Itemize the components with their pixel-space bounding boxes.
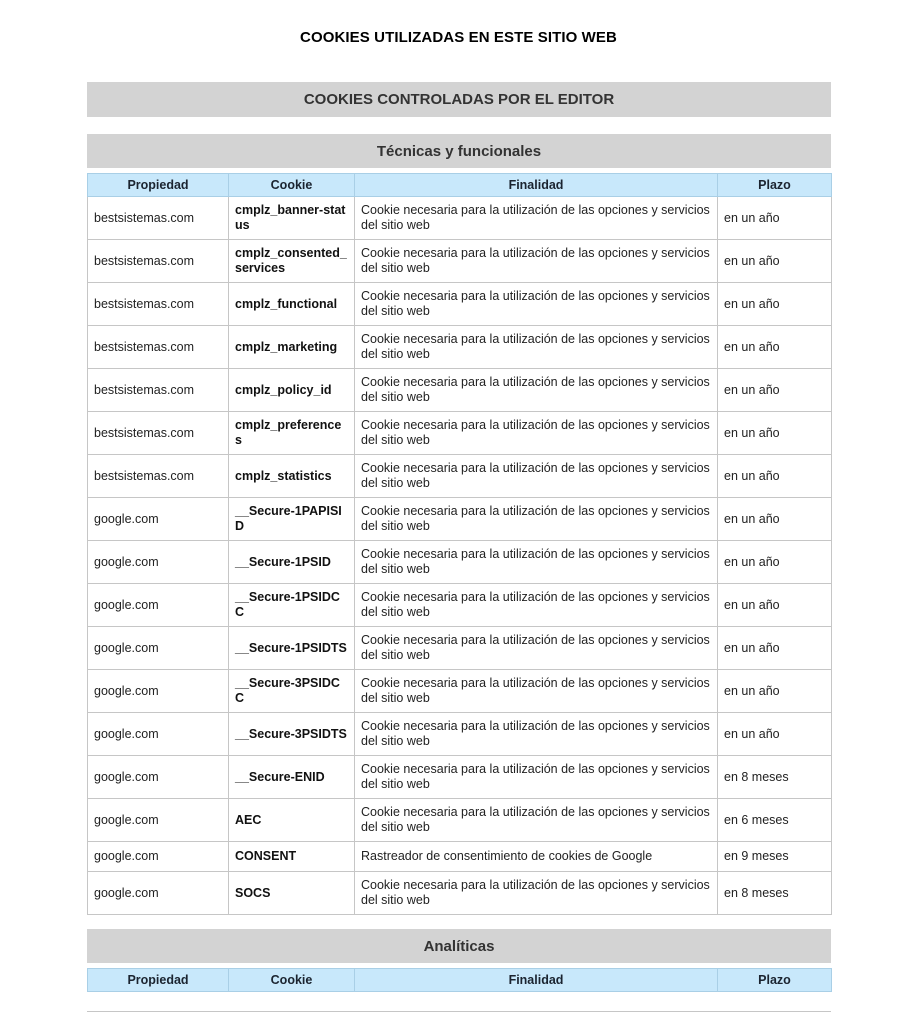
cell-propiedad: google.com <box>88 872 229 915</box>
cell-finalidad: Cookie necesaria para la utilización de las opciones y servicios del sitio web <box>355 240 718 283</box>
tecnicas-table <box>87 173 832 915</box>
cell-plazo: en un año <box>718 498 832 541</box>
cell-plazo: en un año <box>718 584 832 627</box>
cell-finalidad: Cookie necesaria para la utilización de las opciones y servicios del sitio web <box>355 756 718 799</box>
table-row <box>88 240 832 283</box>
cell-cookie: __Secure-1PSID <box>229 541 355 584</box>
column-header-propiedad: Propiedad <box>88 969 229 992</box>
cell-finalidad: Cookie necesaria para la utilización de las opciones y servicios del sitio web <box>355 670 718 713</box>
cell-finalidad: Cookie necesaria para la utilización de las opciones y servicios del sitio web <box>355 455 718 498</box>
cell-propiedad: google.com <box>88 842 229 872</box>
cell-finalidad: Rastreador de consentimiento de cookies de Google <box>355 842 718 872</box>
column-header-finalidad: Finalidad <box>355 174 718 197</box>
cell-propiedad: bestsistemas.com <box>88 240 229 283</box>
cell-plazo: en 6 meses <box>718 799 832 842</box>
cell-cookie: cmplz_preferences <box>229 412 355 455</box>
cell-propiedad: bestsistemas.com <box>88 197 229 240</box>
cell-finalidad: Cookie necesaria para la utilización de las opciones y servicios del sitio web <box>355 283 718 326</box>
table-row <box>88 842 832 872</box>
cell-propiedad: bestsistemas.com <box>88 283 229 326</box>
column-header-propiedad: Propiedad <box>88 174 229 197</box>
cell-plazo: en un año <box>718 627 832 670</box>
cell-cookie: cmplz_policy_id <box>229 369 355 412</box>
cell-plazo: en un año <box>718 369 832 412</box>
table-row <box>88 872 832 915</box>
cell-finalidad: Cookie necesaria para la utilización de las opciones y servicios del sitio web <box>355 799 718 842</box>
table-header-row <box>88 174 832 197</box>
column-header-cookie: Cookie <box>229 969 355 992</box>
cell-plazo: en 8 meses <box>718 872 832 915</box>
cell-plazo: en un año <box>718 541 832 584</box>
cell-propiedad: google.com <box>88 584 229 627</box>
cell-cookie: __Secure-ENID <box>229 756 355 799</box>
cell-propiedad: google.com <box>88 498 229 541</box>
cell-cookie: cmplz_marketing <box>229 326 355 369</box>
table-row <box>88 369 832 412</box>
table-row <box>88 670 832 713</box>
cell-finalidad: Cookie necesaria para la utilización de las opciones y servicios del sitio web <box>355 412 718 455</box>
cell-plazo: en un año <box>718 713 832 756</box>
table-row <box>88 283 832 326</box>
cell-finalidad: Cookie necesaria para la utilización de las opciones y servicios del sitio web <box>355 326 718 369</box>
cell-propiedad: google.com <box>88 756 229 799</box>
cell-propiedad: bestsistemas.com <box>88 326 229 369</box>
cell-propiedad: google.com <box>88 627 229 670</box>
tecnicas-table-body <box>88 197 832 915</box>
section-editor-title: COOKIES CONTROLADAS POR EL EDITOR <box>87 82 831 117</box>
table-row <box>88 326 832 369</box>
cell-finalidad: Cookie necesaria para la utilización de las opciones y servicios del sitio web <box>355 369 718 412</box>
cell-finalidad: Cookie necesaria para la utilización de las opciones y servicios del sitio web <box>355 197 718 240</box>
cell-propiedad: google.com <box>88 713 229 756</box>
column-header-cookie: Cookie <box>229 174 355 197</box>
cell-cookie: __Secure-3PSIDCC <box>229 670 355 713</box>
analiticas-table <box>87 968 832 992</box>
cell-cookie: cmplz_consented_services <box>229 240 355 283</box>
cell-plazo: en un año <box>718 455 832 498</box>
table-row <box>88 412 832 455</box>
column-header-plazo: Plazo <box>718 174 832 197</box>
cell-propiedad: bestsistemas.com <box>88 455 229 498</box>
table-header-row <box>88 969 832 992</box>
cell-cookie: __Secure-3PSIDTS <box>229 713 355 756</box>
cell-plazo: en un año <box>718 670 832 713</box>
cell-propiedad: bestsistemas.com <box>88 369 229 412</box>
cell-plazo: en un año <box>718 240 832 283</box>
cell-plazo: en un año <box>718 326 832 369</box>
table-row <box>88 498 832 541</box>
column-header-finalidad: Finalidad <box>355 969 718 992</box>
divider <box>87 1011 831 1012</box>
table-row <box>88 756 832 799</box>
table-row <box>88 455 832 498</box>
cell-cookie: CONSENT <box>229 842 355 872</box>
cell-plazo: en un año <box>718 283 832 326</box>
cell-finalidad: Cookie necesaria para la utilización de las opciones y servicios del sitio web <box>355 713 718 756</box>
cell-propiedad: google.com <box>88 541 229 584</box>
table-row <box>88 197 832 240</box>
cell-cookie: SOCS <box>229 872 355 915</box>
table-row <box>88 541 832 584</box>
section-tecnicas-title: Técnicas y funcionales <box>87 134 831 168</box>
table-row <box>88 799 832 842</box>
cell-plazo: en un año <box>718 197 832 240</box>
table-row <box>88 713 832 756</box>
cell-plazo: en 8 meses <box>718 756 832 799</box>
page-title: COOKIES UTILIZADAS EN ESTE SITIO WEB <box>300 29 617 46</box>
section-analiticas-title: Analíticas <box>87 929 831 963</box>
cell-finalidad: Cookie necesaria para la utilización de las opciones y servicios del sitio web <box>355 541 718 584</box>
column-header-plazo: Plazo <box>718 969 832 992</box>
table-row <box>88 584 832 627</box>
cell-finalidad: Cookie necesaria para la utilización de las opciones y servicios del sitio web <box>355 872 718 915</box>
cell-finalidad: Cookie necesaria para la utilización de las opciones y servicios del sitio web <box>355 584 718 627</box>
cell-propiedad: bestsistemas.com <box>88 412 229 455</box>
cell-cookie: __Secure-1PSIDTS <box>229 627 355 670</box>
cell-cookie: __Secure-1PSIDCC <box>229 584 355 627</box>
cell-finalidad: Cookie necesaria para la utilización de las opciones y servicios del sitio web <box>355 627 718 670</box>
table-row <box>88 627 832 670</box>
cell-cookie: AEC <box>229 799 355 842</box>
cell-cookie: cmplz_functional <box>229 283 355 326</box>
cell-plazo: en 9 meses <box>718 842 832 872</box>
cell-propiedad: google.com <box>88 799 229 842</box>
cell-plazo: en un año <box>718 412 832 455</box>
cell-finalidad: Cookie necesaria para la utilización de las opciones y servicios del sitio web <box>355 498 718 541</box>
cell-cookie: cmplz_statistics <box>229 455 355 498</box>
cell-cookie: __Secure-1PAPISID <box>229 498 355 541</box>
cell-cookie: cmplz_banner-status <box>229 197 355 240</box>
cell-propiedad: google.com <box>88 670 229 713</box>
